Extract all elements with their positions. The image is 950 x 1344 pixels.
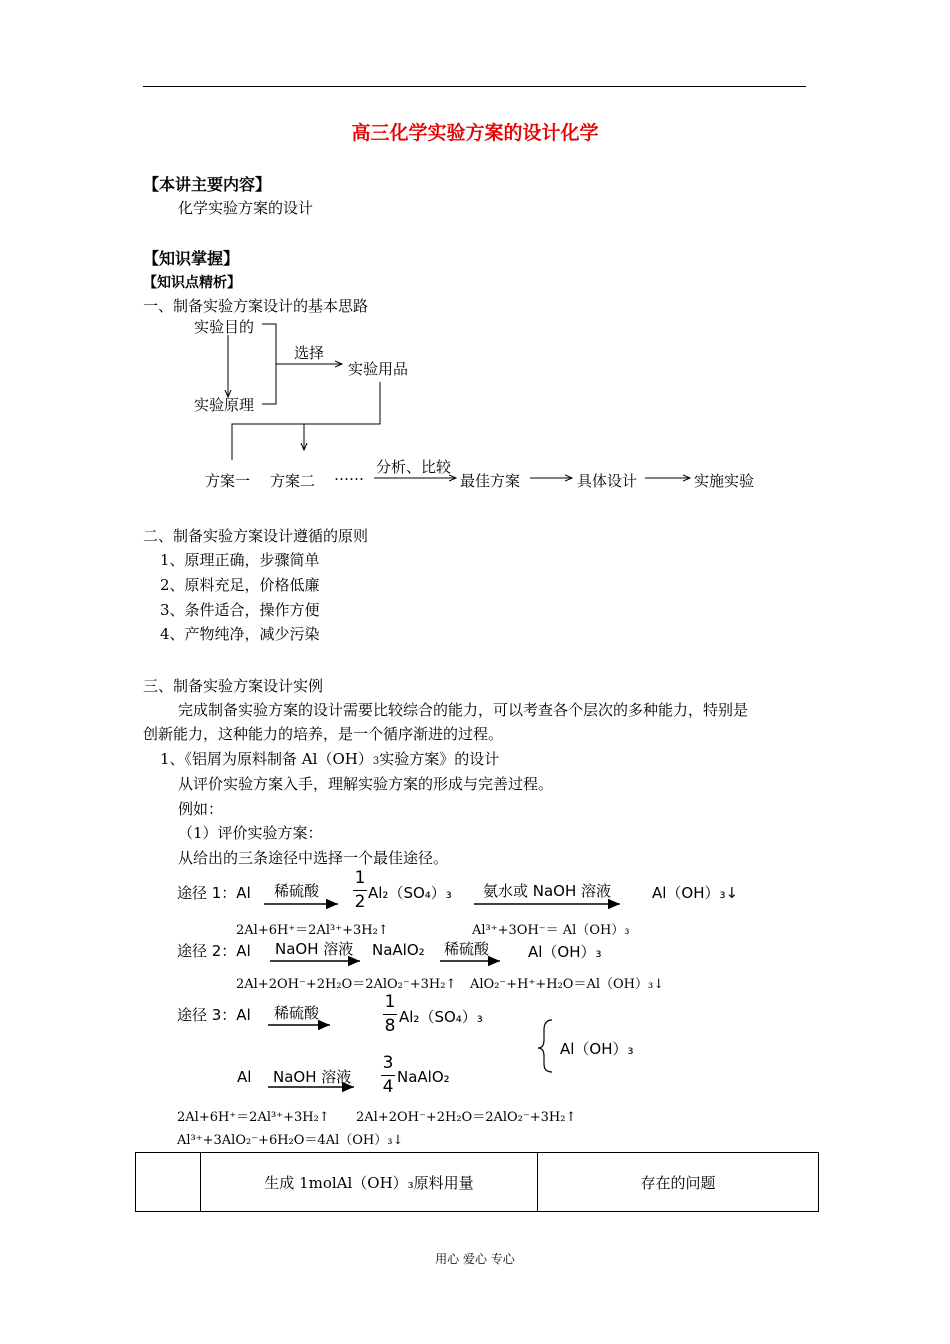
- r1-frac-den: 2: [354, 892, 366, 912]
- r3-mid1: Al₂（SO₄）₃: [399, 1008, 483, 1026]
- r3-frac2-bar: [381, 1075, 395, 1076]
- part3-example: 例如：: [178, 800, 224, 818]
- item1-pre: 1、《铝屑为原料制备 Al（OH）: [160, 750, 373, 768]
- r1-label: 途径 1：Al: [177, 884, 251, 902]
- diagram-materials: 实验用品: [348, 360, 409, 378]
- r2-eq1: 2Al+2OH⁻+2H₂O＝2AlO₂⁻+3H₂↑: [236, 977, 457, 992]
- diagram-analyze: 分析、比较: [376, 458, 452, 476]
- part3-heading: 三、制备实验方案设计实例: [143, 677, 324, 695]
- r2-reagent1: NaOH 溶液: [275, 940, 354, 958]
- comparison-table: [135, 1152, 819, 1212]
- item1-sub: 3: [372, 756, 380, 767]
- r3-reagent2: NaOH 溶液: [273, 1068, 352, 1086]
- section-main-text: 化学实验方案的设计: [178, 199, 314, 217]
- r2-end: Al（OH）₃: [528, 943, 602, 961]
- r3-frac2-den: 4: [382, 1077, 394, 1097]
- diagram-principle: 实验原理: [194, 396, 255, 414]
- item1-post: 实验方案》的设计: [379, 750, 500, 768]
- r3-label2: Al: [237, 1068, 252, 1086]
- r2-label: 途径 2：Al: [177, 942, 251, 960]
- r3-brace: [538, 1020, 552, 1072]
- r3-frac1-bar: [383, 1014, 397, 1015]
- diagram-select: 选择: [294, 344, 325, 362]
- part3-paragraph-line1: 完成制备实验方案的设计需要比较综合的能力，可以考查各个层次的多种能力，特别是: [178, 701, 749, 719]
- r1-frac-bar: [353, 890, 367, 891]
- principle-item: 2、原料充足，价格低廉: [160, 576, 320, 594]
- r1-eq2: Al³⁺+3OH⁻＝ Al（OH）₃: [472, 923, 630, 938]
- part3-eval-label: （1）评价实验方案：: [178, 824, 323, 842]
- r1-reagent2: 氨水或 NaOH 溶液: [483, 882, 612, 900]
- page-title: 高三化学实验方案的设计化学: [351, 122, 599, 144]
- diagram-design: 具体设计: [577, 472, 638, 490]
- r1-mid: Al₂（SO₄）₃: [368, 884, 452, 902]
- r2-eq2: AlO₂⁻+H⁺+H₂O＝Al（OH）₃↓: [470, 977, 665, 992]
- r2-mid: NaAlO₂: [372, 941, 425, 959]
- r3-reagent1: 稀硫酸: [274, 1004, 320, 1022]
- table-header-usage: 生成 1molAl（OH）₃原料用量: [201, 1153, 538, 1212]
- r3-eq3: Al³⁺+3AlO₂⁻+6H₂O＝4Al（OH）₃↓: [177, 1133, 404, 1148]
- r3-frac1-den: 8: [384, 1016, 396, 1036]
- r2-reagent2: 稀硫酸: [444, 940, 490, 958]
- r3-frac2-num: 3: [382, 1053, 394, 1073]
- diagram-implement: 实施实验: [694, 472, 755, 490]
- part3-eval-line: 从评价实验方案入手，理解实验方案的形成与完善过程。: [178, 775, 554, 793]
- diagram-dots: ……: [334, 466, 364, 484]
- principle-item: 1、原理正确，步骤简单: [160, 551, 320, 569]
- diagram-plan1: 方案一: [205, 472, 251, 490]
- r3-end: Al（OH）₃: [560, 1040, 634, 1058]
- section-knowledge-heading: 【知识掌握】: [143, 249, 240, 268]
- table-header-problems: 存在的问题: [538, 1153, 819, 1212]
- r3-label: 途径 3：Al: [177, 1006, 251, 1024]
- page-footer: 用心 爱心 专心: [435, 1252, 515, 1266]
- diagram-goal: 实验目的: [194, 318, 255, 336]
- table-row: [136, 1153, 819, 1212]
- r1-frac-num: 1: [354, 868, 366, 888]
- r3-mid2: NaAlO₂: [397, 1068, 450, 1086]
- part3-paragraph-line2: 创新能力，这种能力的培养，是一个循序渐进的过程。: [143, 725, 504, 743]
- r3-frac1-num: 1: [384, 992, 396, 1012]
- r3-eq1: 2Al+6H⁺＝2Al³⁺+3H₂↑: [177, 1110, 330, 1125]
- diagram-best: 最佳方案: [460, 472, 521, 490]
- diagram-plan2: 方案二: [270, 472, 316, 490]
- section-main-heading: 【本讲主要内容】: [143, 175, 272, 194]
- part3-choose: 从给出的三条途径中选择一个最佳途径。: [178, 849, 449, 867]
- part1-heading: 一、制备实验方案设计的基本思路: [143, 297, 369, 315]
- r3-eq2: 2Al+2OH⁻+2H₂O＝2AlO₂⁻+3H₂↑: [356, 1110, 577, 1125]
- principle-item: 4、产物纯净，减少污染: [160, 625, 320, 643]
- r1-eq1: 2Al+6H⁺＝2Al³⁺+3H₂↑: [236, 923, 389, 938]
- section-knowledge-subheading: 【知识点精析】: [143, 275, 241, 291]
- table-cell-empty: [136, 1153, 201, 1212]
- r1-end: Al（OH）₃↓: [652, 884, 739, 902]
- part2-heading: 二、制备实验方案设计遵循的原则: [143, 527, 369, 545]
- principle-item: 3、条件适合，操作方便: [160, 601, 320, 619]
- r1-reagent1: 稀硫酸: [274, 882, 320, 900]
